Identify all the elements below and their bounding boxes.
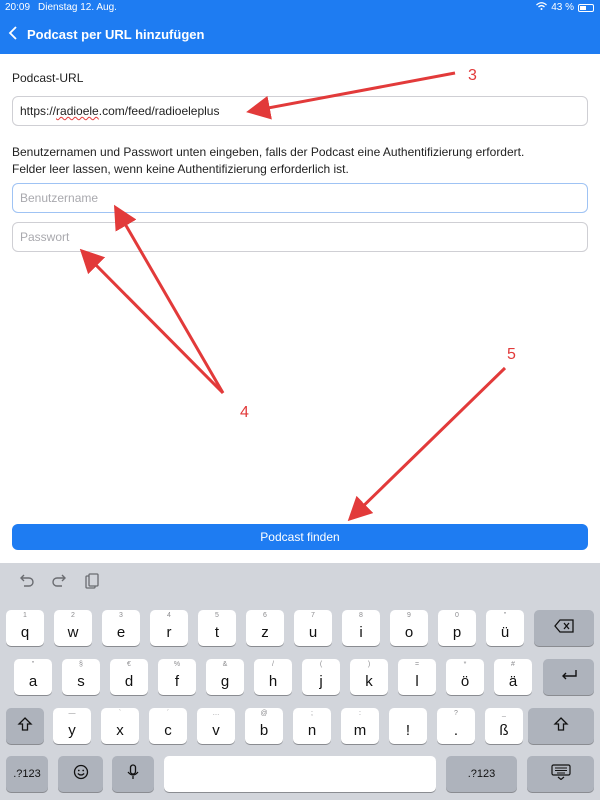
key-secondary-label: 5 — [215, 612, 219, 619]
key-label: i — [359, 624, 363, 641]
key-ö[interactable] — [446, 659, 484, 695]
key-o[interactable] — [390, 610, 428, 646]
keyboard-hide-key[interactable] — [527, 756, 594, 792]
keyboard-hide-icon — [527, 764, 594, 784]
key-y[interactable] — [53, 708, 91, 744]
key-label: e — [116, 624, 126, 641]
key-w[interactable] — [54, 610, 92, 646]
backspace-key[interactable] — [534, 610, 594, 646]
key-secondary-label: / — [272, 661, 274, 668]
key-t[interactable] — [198, 610, 236, 646]
key-z[interactable] — [246, 610, 284, 646]
key-f[interactable] — [158, 659, 196, 695]
key-secondary-label: : — [359, 710, 361, 717]
shift-key-left[interactable] — [6, 708, 44, 744]
paste-icon[interactable] — [85, 573, 99, 594]
auth-help-text — [12, 144, 588, 178]
keyboard-toolbar — [0, 563, 600, 603]
key-label: r — [166, 624, 172, 641]
key-label: u — [308, 624, 318, 641]
key-label: ß — [499, 722, 509, 739]
password-placeholder: Passwort — [20, 230, 70, 244]
key-label: g — [220, 673, 230, 690]
key-label: .?123 — [467, 768, 496, 780]
numbers-key-right[interactable] — [446, 756, 517, 792]
find-podcast-button[interactable]: Podcast finden — [12, 524, 588, 550]
shift-icon — [528, 716, 594, 736]
password-input[interactable] — [12, 222, 588, 252]
annotation-4: 4 — [240, 404, 249, 421]
space-key[interactable] — [164, 756, 436, 792]
key-secondary-label: # — [511, 661, 515, 668]
key-e[interactable] — [102, 610, 140, 646]
key-ü[interactable] — [486, 610, 524, 646]
help-line-1: Benutzernamen und Passwort unten eingeben, falls der Podcast eine Authentifizierung erfordert. — [12, 145, 525, 159]
key-q[interactable] — [6, 610, 44, 646]
return-key[interactable] — [543, 659, 594, 695]
key-secondary-label: ) — [367, 661, 371, 668]
key-label: . — [453, 722, 459, 739]
key-![interactable] — [389, 708, 427, 744]
backspace-icon — [534, 619, 594, 637]
key-secondary-label: 1 — [23, 612, 27, 619]
status-date: Dienstag 12. Aug. — [38, 2, 117, 13]
key-k[interactable] — [350, 659, 388, 695]
key-secondary-label: " — [503, 612, 507, 619]
username-input[interactable] — [12, 183, 588, 213]
key-secondary-label: ? — [454, 710, 458, 717]
key-label: z — [261, 624, 269, 641]
key-secondary-label: _ — [502, 710, 506, 717]
key-h[interactable] — [254, 659, 292, 695]
help-line-2: Felder leer lassen, wenn keine Authentifizierung erforderlich ist. — [12, 162, 349, 176]
status-time: 20:09 — [5, 2, 31, 13]
key-secondary-label: 3 — [119, 612, 123, 619]
key-p[interactable] — [438, 610, 476, 646]
key-ß[interactable] — [485, 708, 523, 744]
key-secondary-label: = — [414, 661, 420, 668]
mic-icon — [112, 764, 154, 784]
key-label: f — [174, 673, 180, 690]
username-placeholder: Benutzername — [20, 191, 99, 205]
emoji-icon — [58, 764, 103, 784]
url-misspelled-part: radioele — [56, 104, 99, 118]
back-chevron-icon[interactable] — [8, 25, 18, 46]
annotation-5: 5 — [507, 346, 516, 363]
key-label: .?123 — [13, 768, 41, 780]
key-r[interactable] — [150, 610, 188, 646]
key-label: v — [212, 722, 220, 739]
key-m[interactable] — [341, 708, 379, 744]
key-secondary-label: ; — [311, 710, 313, 717]
page-title: Podcast per URL hinzufügen — [27, 27, 205, 42]
numbers-key-left[interactable] — [6, 756, 48, 792]
key-secondary-label: … — [212, 710, 220, 717]
key-secondary-label: — — [68, 710, 76, 717]
nav-bar — [0, 16, 600, 54]
key-label: s — [77, 673, 85, 690]
key-secondary-label: @ — [260, 710, 268, 717]
key-label: a — [28, 673, 38, 690]
key-label: w — [67, 624, 79, 641]
key-c[interactable] — [149, 708, 187, 744]
arrow-to-find — [352, 368, 505, 517]
key-label: p — [452, 624, 462, 641]
status-bar — [0, 0, 600, 16]
annotation-3: 3 — [468, 67, 477, 84]
key-label: b — [259, 722, 269, 739]
key-label: m — [353, 722, 367, 739]
mic-key[interactable] — [112, 756, 154, 792]
key-label: d — [124, 673, 134, 690]
key-g[interactable] — [206, 659, 244, 695]
key-secondary-label: 0 — [455, 612, 459, 619]
key-secondary-label: 6 — [263, 612, 267, 619]
key-secondary-label: § — [79, 661, 83, 668]
url-prefix: https:// — [20, 104, 57, 118]
undo-icon[interactable] — [18, 573, 34, 592]
key-label: y — [68, 722, 76, 739]
url-suffix: .com/feed/radioeleplus — [98, 104, 220, 118]
key-secondary-label: ` — [118, 710, 122, 717]
key-d[interactable] — [110, 659, 148, 695]
key-secondary-label: % — [173, 661, 181, 668]
key-secondary-label: 8 — [359, 612, 363, 619]
url-input[interactable] — [12, 96, 588, 126]
key-label: c — [164, 722, 172, 739]
key-label: ! — [405, 722, 411, 739]
key-secondary-label: ´ — [166, 710, 170, 717]
key-b[interactable] — [245, 708, 283, 744]
key-x[interactable] — [101, 708, 139, 744]
key-secondary-label: ( — [319, 661, 323, 668]
keyboard — [0, 563, 600, 800]
key-label: ä — [508, 673, 518, 690]
key-secondary-label: 7 — [311, 612, 315, 619]
url-label: Podcast-URL — [12, 71, 84, 85]
key-secondary-label: € — [127, 661, 131, 668]
key-label: k — [365, 673, 373, 690]
key-label: ö — [460, 673, 470, 690]
battery-icon — [578, 4, 594, 12]
key-label: t — [214, 624, 220, 641]
arrow-to-password — [84, 253, 223, 393]
key-i[interactable] — [342, 610, 380, 646]
status-right — [536, 2, 594, 13]
key-label: o — [404, 624, 414, 641]
key-secondary-label: 9 — [407, 612, 411, 619]
key-n[interactable] — [293, 708, 331, 744]
shift-icon — [6, 716, 44, 736]
emoji-key[interactable] — [58, 756, 103, 792]
key-secondary-label: & — [222, 661, 228, 668]
key-u[interactable] — [294, 610, 332, 646]
key-v[interactable] — [197, 708, 235, 744]
key-secondary-label: " — [31, 661, 35, 668]
key-j[interactable] — [302, 659, 340, 695]
key-label: x — [116, 722, 124, 739]
key-secondary-label: 4 — [167, 612, 171, 619]
key-ä[interactable] — [494, 659, 532, 695]
redo-icon[interactable] — [52, 573, 68, 592]
key-label: n — [307, 722, 317, 739]
battery-percent: 43 % — [551, 2, 574, 13]
wifi-icon — [536, 2, 547, 13]
key-label: j — [319, 673, 323, 690]
return-icon — [543, 668, 594, 686]
key-label: l — [415, 673, 419, 690]
key-secondary-label: * — [463, 661, 467, 668]
key-l[interactable] — [398, 659, 436, 695]
key-secondary-label: 2 — [71, 612, 75, 619]
key-label: q — [20, 624, 30, 641]
key-label: h — [268, 673, 278, 690]
key-a[interactable] — [14, 659, 52, 695]
shift-key-right[interactable] — [528, 708, 594, 744]
key-.[interactable] — [437, 708, 475, 744]
key-s[interactable] — [62, 659, 100, 695]
key-label: ü — [500, 624, 510, 641]
